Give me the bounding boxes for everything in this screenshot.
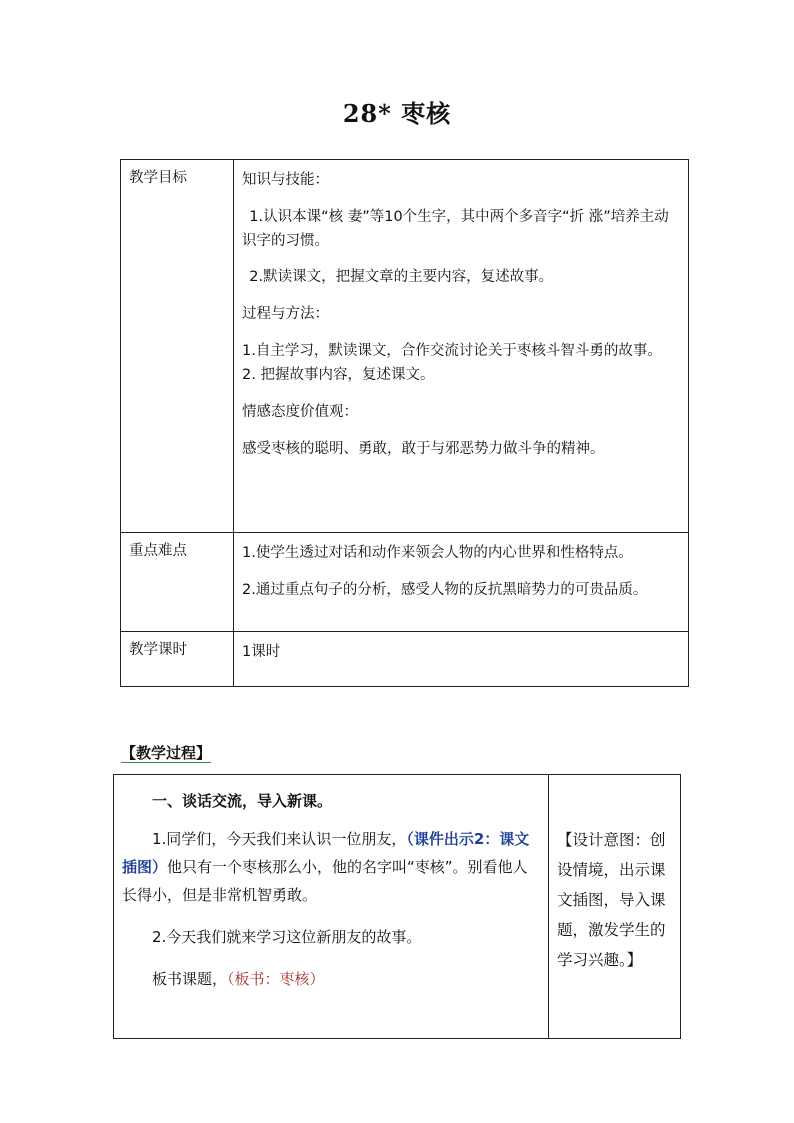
class-hours-value: 1课时 [234,632,689,687]
goal-line: 感受枣核的聪明、勇敢，敢于与邪恶势力做斗争的精神。 [242,441,605,457]
courseware-note: （课件出示2：课文插图） [122,830,530,876]
process-paragraph [122,965,542,993]
key-line: 2.通过重点句子的分析，感受人物的反抗黑暗势力的可贵品质。 [242,582,648,598]
key-line: 1.使学生透过对话和动作来领会人物的内心世界和性格特点。 [242,545,633,561]
process-text: 板书课题， [152,970,228,988]
goal-line: 1.认识本课“核 妻”等10个生字，其中两个多音字“折 涨”培养主动识字的习惯。 [242,209,669,249]
process-heading: 【教学过程】 [121,744,212,762]
teaching-goal-content [234,160,689,533]
section-title: 一、谈话交流，导入新课。 [152,792,333,810]
process-text: 他只有一个枣核那么小，他的名字叫“枣核”。别看他人长得小，但是非常机智勇敢。 [122,858,528,904]
class-hours-row [121,632,689,687]
process-row [114,775,681,1039]
objectives-table [120,159,689,687]
blackboard-note: （板书：枣核） [227,970,325,988]
design-intent-cell [549,775,681,1039]
process-content [114,775,549,1039]
design-intent: 【设计意图：创设情境，出示课文插图，导入课题，激发学生的学习兴趣。】 [557,831,666,969]
page-title: 28* 枣核 [342,99,452,128]
process-paragraph: 2.今天我们就来学习这位新朋友的故事。 [152,928,422,946]
process-table [113,774,681,1039]
process-paragraph [122,825,542,909]
goal-line: 1.自主学习，默读课文，合作交流讨论关于枣核斗智斗勇的故事。 [242,343,662,359]
goal-line: 知识与技能： [242,172,329,188]
teaching-goal-row [121,160,689,533]
goal-line: 2. 把握故事内容，复述课文。 [242,367,435,383]
goal-line: 情感态度价值观： [242,404,358,420]
key-points-label: 重点难点 [121,533,234,632]
goal-line: 过程与方法： [242,306,329,322]
process-text: 1.同学们，今天我们来认识一位朋友， [152,830,407,848]
class-hours-label: 教学课时 [121,632,234,687]
key-points-content [234,533,689,632]
key-points-row [121,533,689,632]
teaching-goal-label: 教学目标 [121,160,234,533]
goal-line: 2.默读课文，把握文章的主要内容，复述故事。 [249,269,554,285]
